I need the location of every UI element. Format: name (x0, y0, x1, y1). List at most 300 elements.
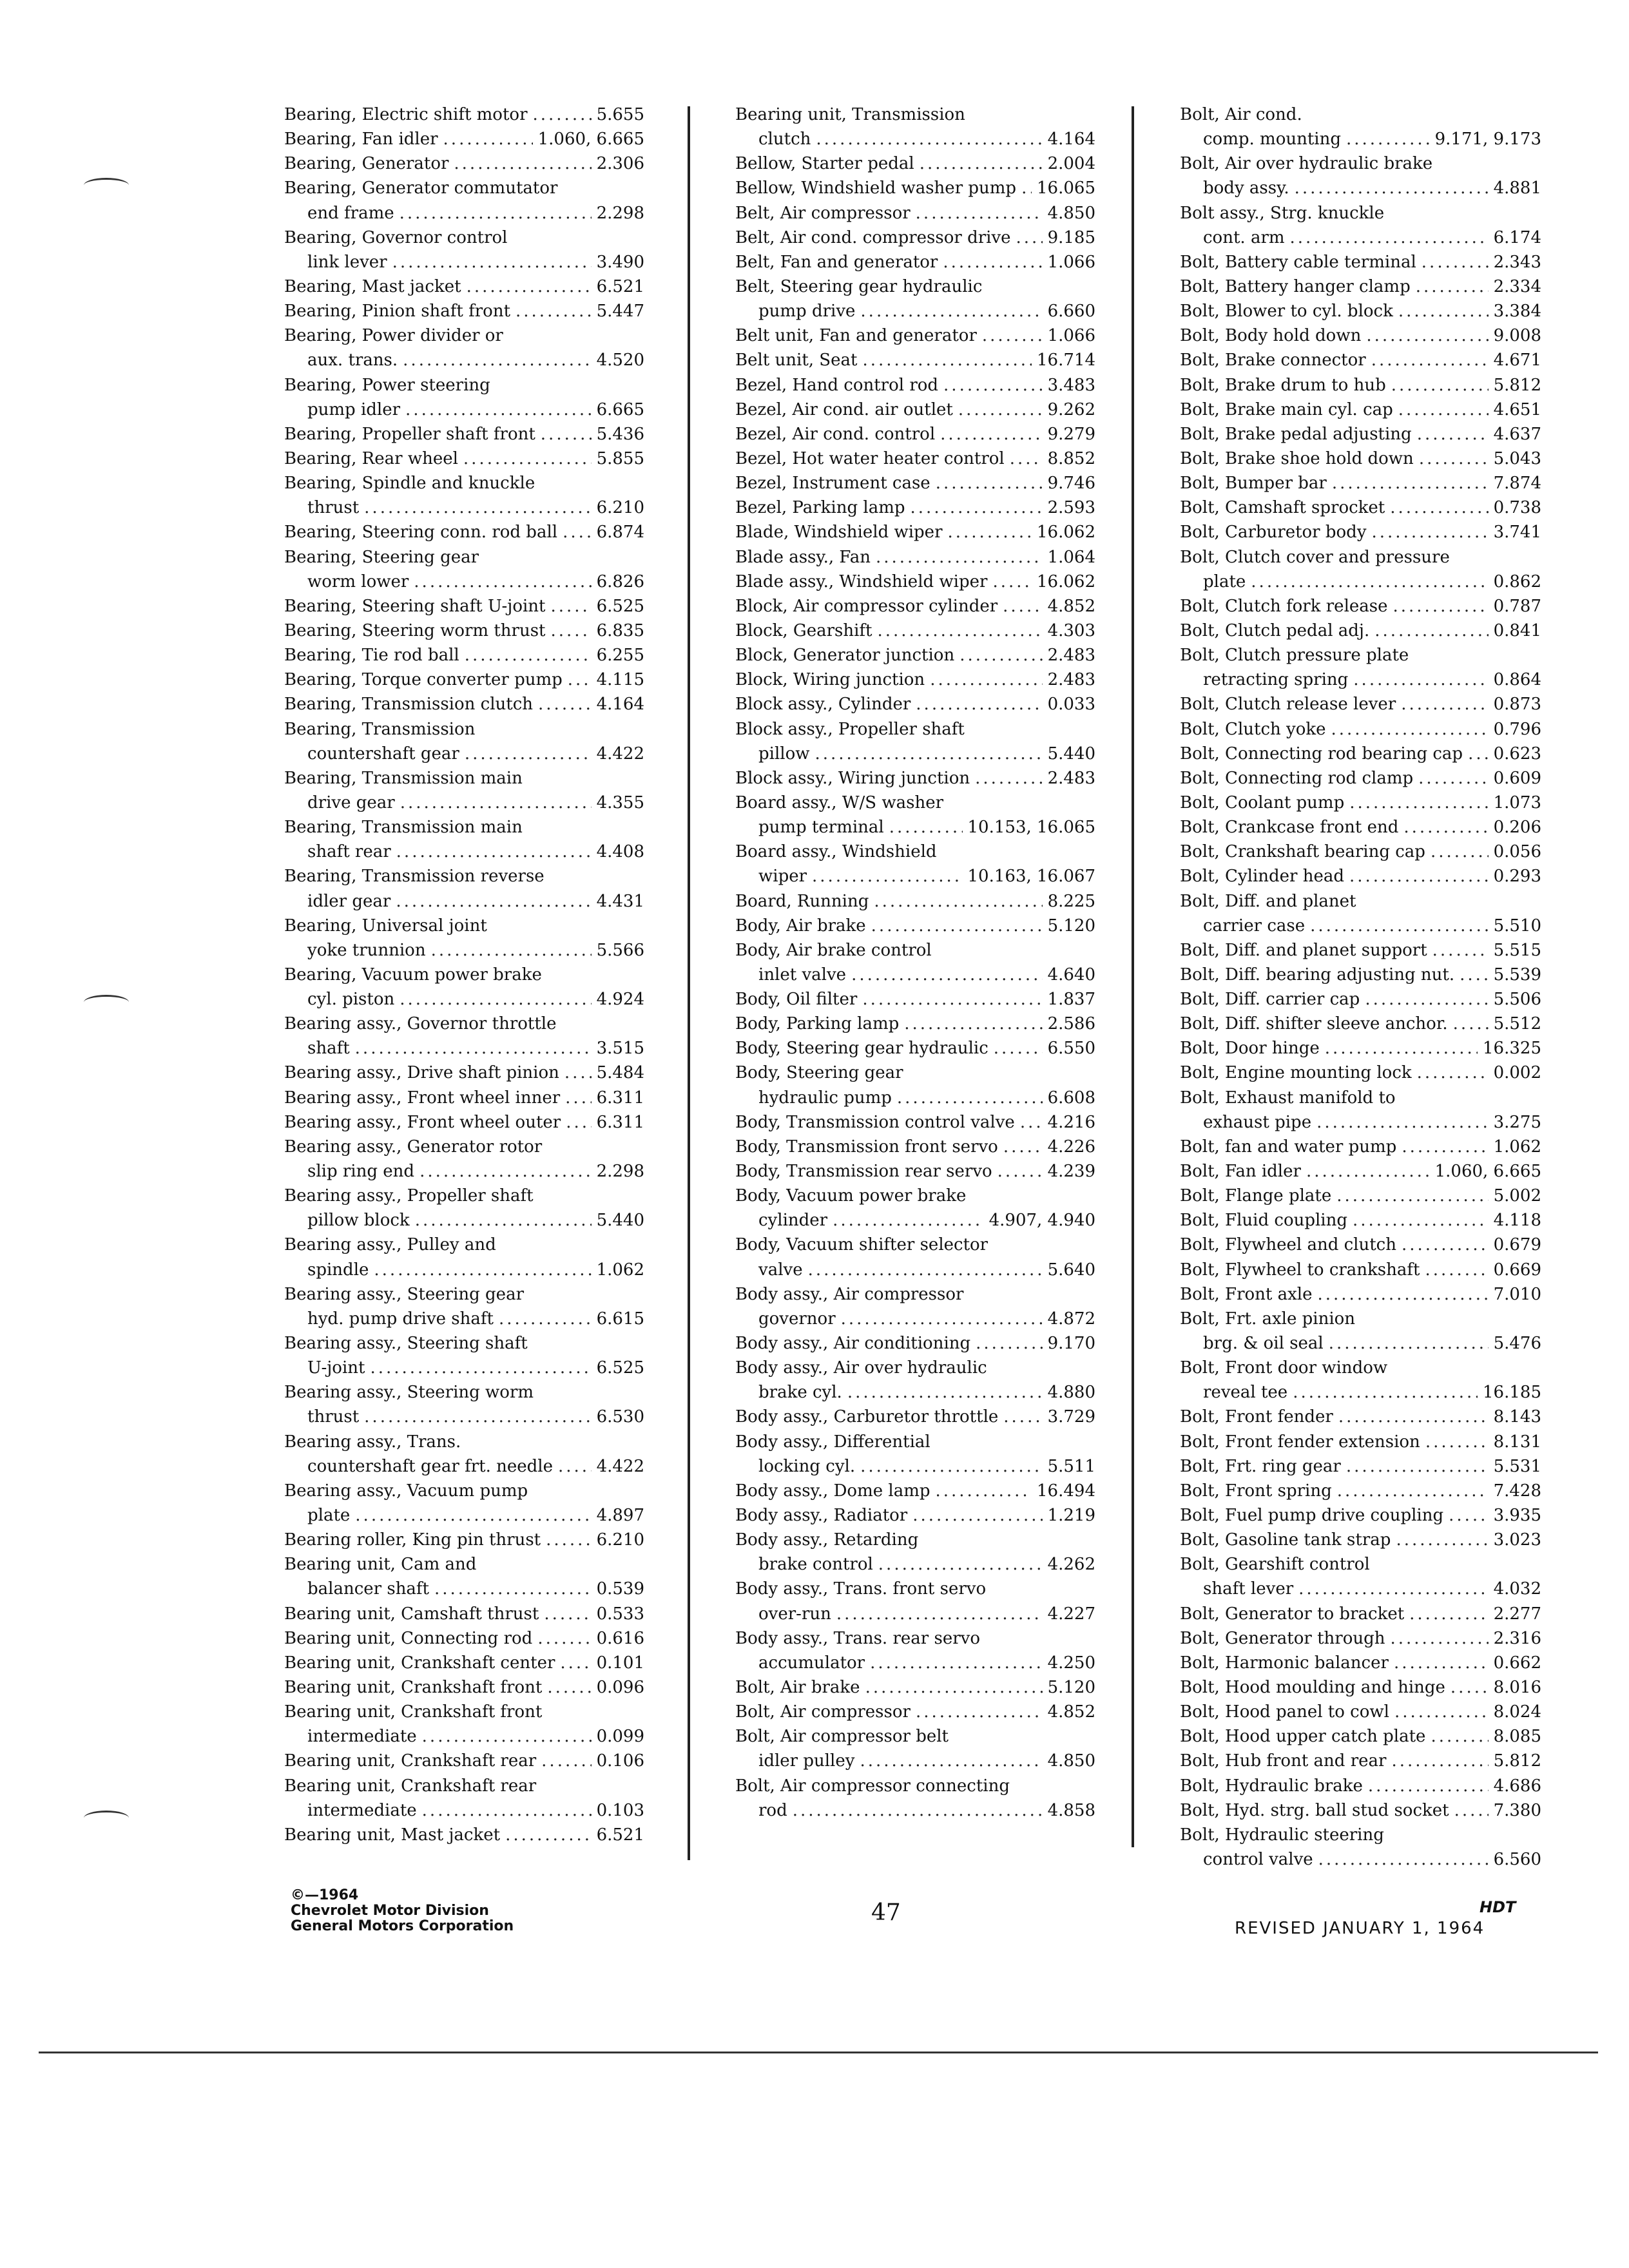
index-entry-line (1180, 938, 1541, 963)
section-reference: 4.227 (1047, 1604, 1095, 1624)
leader-dots (1396, 1528, 1488, 1552)
section-reference: 5.512 (1493, 1014, 1541, 1034)
leader-dots (1453, 1012, 1489, 1036)
index-entry-line (284, 176, 644, 200)
index-entry-continuation (1180, 668, 1541, 692)
leader-dots (1329, 1331, 1489, 1356)
index-entry (735, 471, 1095, 495)
section-reference: 2.004 (1047, 154, 1095, 174)
section-reference: 0.787 (1493, 596, 1541, 616)
leader-dots (566, 1110, 591, 1135)
entry-text: Board assy., Windshield (735, 842, 937, 862)
entry-text: Bolt, Hydraulic brake (1180, 1776, 1363, 1796)
entry-text: Bolt, Engine mounting lock (1180, 1063, 1412, 1083)
leader-dots (1394, 1651, 1489, 1675)
entry-text: Bolt, Air compressor belt (735, 1727, 949, 1747)
section-reference: 0.873 (1493, 695, 1541, 715)
section-reference: 4.872 (1047, 1309, 1095, 1329)
index-entry-line (735, 1430, 1095, 1454)
leader-dots (541, 1749, 591, 1773)
leader-dots (1365, 987, 1488, 1012)
leader-dots (870, 1651, 1042, 1675)
index-entry (284, 471, 644, 520)
index-entry-line (735, 1577, 1095, 1601)
entry-text: Bearing assy., Trans. (284, 1432, 461, 1452)
entry-text: Bolt, Coolant pump (1180, 793, 1345, 812)
index-entry-line (284, 963, 644, 987)
index-entry-line (1180, 1208, 1541, 1233)
index-entry-line (1180, 495, 1541, 520)
leader-dots (1374, 619, 1488, 643)
index-entry-line (284, 226, 644, 250)
index-entry-line (1180, 151, 1541, 176)
entry-text: Bolt, Generator through (1180, 1628, 1385, 1648)
index-entry (284, 323, 644, 372)
section-reference: 7.380 (1493, 1800, 1541, 1820)
section-reference: 5.120 (1047, 916, 1095, 936)
index-entry-continuation (1180, 1380, 1541, 1405)
entry-text: spindle (307, 1260, 369, 1280)
leader-dots (431, 938, 592, 963)
leader-dots (808, 1258, 1043, 1282)
entry-text: plate (1203, 572, 1246, 591)
section-reference: 0.099 (596, 1727, 644, 1747)
index-entry-line (284, 151, 644, 176)
index-entry (1180, 495, 1541, 520)
index-entry-line (735, 323, 1095, 348)
section-reference: 5.043 (1493, 448, 1541, 468)
index-entry (284, 1086, 644, 1110)
leader-dots (392, 250, 592, 274)
index-entry-line (284, 1430, 644, 1454)
entry-text: Bolt, Brake connector (1180, 351, 1366, 370)
section-reference: 5.510 (1493, 916, 1541, 936)
page-bottom-rule (39, 2052, 1598, 2053)
index-entry-line (735, 594, 1095, 619)
entry-text: Bolt, Clutch fork release (1180, 596, 1388, 616)
binder-hole-mark (84, 995, 129, 1010)
leader-dots (454, 151, 591, 176)
index-entry-continuation (284, 987, 644, 1012)
index-entry-continuation (284, 1454, 644, 1479)
entry-text: Bolt, Air compressor (735, 1702, 911, 1722)
index-entry-continuation (735, 1454, 1095, 1479)
entry-text: Belt, Steering gear hydraulic (735, 276, 983, 296)
index-entry-line (284, 102, 644, 127)
entry-text: Bolt, Body hold down (1180, 326, 1362, 346)
section-reference: 1.073 (1493, 793, 1541, 812)
leader-dots (1346, 127, 1430, 151)
index-entry (1180, 201, 1541, 250)
leader-dots (1451, 1675, 1489, 1700)
index-entry-line (284, 422, 644, 447)
index-entry (1180, 1135, 1541, 1159)
index-entry-continuation (735, 1258, 1095, 1282)
index-entry-line (735, 840, 1095, 864)
entry-text: pump idler (307, 399, 401, 419)
index-entry-line (735, 1184, 1095, 1208)
leader-dots (897, 1086, 1043, 1110)
entry-text: Bezel, Hand control rod (735, 375, 939, 395)
entry-text: Body assy., Air over hydraulic (735, 1358, 987, 1378)
entry-text: Bearing assy., Front wheel inner (284, 1088, 561, 1108)
section-reference: 5.440 (596, 1211, 644, 1231)
section-reference: 0.033 (1047, 695, 1095, 715)
index-entry (1180, 1061, 1541, 1085)
entry-text: cylinder (758, 1211, 828, 1231)
section-reference: 6.835 (596, 620, 644, 640)
index-entry (1180, 422, 1541, 447)
index-entry-line (1180, 274, 1541, 299)
section-reference: 3.729 (1047, 1407, 1095, 1427)
entry-text: Bolt, Clutch release lever (1180, 695, 1396, 715)
index-entry (1180, 151, 1541, 200)
index-entry (1180, 323, 1541, 348)
index-entry (1180, 447, 1541, 471)
index-entry (1180, 1405, 1541, 1429)
index-entry-line (1180, 742, 1541, 766)
section-reference: 9.170 (1047, 1334, 1095, 1354)
entry-text: Bearing, Steering worm thrust (284, 620, 546, 640)
leader-dots (1425, 1258, 1488, 1282)
leader-dots (994, 1036, 1043, 1061)
section-reference: 10.153, 16.065 (967, 818, 1095, 838)
entry-text: cont. arm (1203, 227, 1285, 247)
section-reference: 4.303 (1047, 620, 1095, 640)
section-reference: 4.164 (596, 695, 644, 715)
index-entry (284, 1626, 644, 1651)
index-entry-continuation (284, 938, 644, 963)
leader-dots (877, 619, 1042, 643)
index-entry-line (735, 987, 1095, 1012)
entry-text: brake control (758, 1555, 873, 1575)
entry-text: plate (307, 1506, 351, 1526)
entry-text: Bearing unit, Cam and (284, 1555, 477, 1575)
index-entry-line (1180, 323, 1541, 348)
copyright-division: Chevrolet Motor Division (291, 1903, 489, 1919)
leader-dots (940, 422, 1042, 447)
index-entry (1180, 594, 1541, 619)
index-entry (1180, 250, 1541, 274)
entry-text: Bearing, Torque converter pump (284, 670, 563, 690)
section-reference: 4.226 (1047, 1137, 1095, 1157)
section-reference: 5.484 (596, 1063, 644, 1083)
entry-text: Bolt, Harmonic balancer (1180, 1653, 1389, 1673)
section-reference: 0.096 (596, 1678, 644, 1697)
index-entry-line (284, 520, 644, 544)
index-entry (1180, 1675, 1541, 1700)
leader-dots (568, 668, 592, 692)
index-entry-continuation (284, 1503, 644, 1528)
index-entry (284, 643, 644, 668)
section-reference: 0.293 (1493, 867, 1541, 887)
index-entry (1180, 1823, 1541, 1872)
index-entry-line (735, 1700, 1095, 1724)
index-entry (735, 1675, 1095, 1700)
leader-dots (1290, 226, 1489, 250)
section-reference: 4.408 (596, 842, 644, 862)
index-entry (1180, 692, 1541, 716)
leader-dots (422, 1798, 592, 1823)
entry-text: Bolt, Hub front and rear (1180, 1751, 1387, 1771)
entry-text: Bearing assy., Front wheel outer (284, 1112, 561, 1132)
leader-dots (976, 1331, 1042, 1356)
index-entry-line (735, 791, 1095, 815)
entry-text: Bearing, Universal joint (284, 916, 487, 936)
entry-text: Bearing unit, Transmission (735, 105, 965, 124)
index-entry-line (735, 348, 1095, 372)
entry-text: Bolt, Clutch pedal adj. (1180, 620, 1370, 640)
section-reference: 4.907, 4.940 (988, 1211, 1095, 1231)
index-entry-line (735, 1528, 1095, 1552)
section-reference: 1.060, 6.665 (1434, 1162, 1541, 1182)
index-entry (284, 1552, 644, 1601)
entry-text: Bolt, Front fender extension (1180, 1432, 1420, 1452)
entry-text: Body assy., Carburetor throttle (735, 1407, 999, 1427)
leader-dots (544, 1602, 591, 1626)
index-entry-continuation (284, 1405, 644, 1429)
index-entry (284, 815, 644, 864)
index-entry (735, 201, 1095, 226)
leader-dots (465, 742, 592, 766)
index-entry (735, 914, 1095, 938)
index-entry (1180, 864, 1541, 889)
section-reference: 5.511 (1047, 1456, 1095, 1476)
section-reference: 6.311 (596, 1088, 644, 1108)
section-reference: 5.515 (1493, 940, 1541, 960)
index-entry (284, 1110, 644, 1135)
entry-text: Bolt, Clutch pressure plate (1180, 646, 1409, 666)
leader-dots (499, 1307, 592, 1331)
leader-dots (1003, 594, 1042, 619)
index-entry (735, 570, 1095, 594)
index-entry (1180, 1602, 1541, 1626)
index-entry (735, 348, 1095, 372)
entry-text: Bearing, Pinion shaft front (284, 302, 511, 322)
index-entry (735, 520, 1095, 544)
leader-dots (1336, 1184, 1488, 1208)
leader-dots (948, 520, 1032, 544)
entry-text: Blade assy., Fan (735, 547, 871, 567)
entry-text: Belt, Air cond. compressor drive (735, 227, 1011, 247)
entry-text: Block, Wiring junction (735, 670, 925, 690)
section-reference: 5.436 (596, 424, 644, 444)
index-entry-line (284, 815, 644, 840)
entry-text: Bolt, Front door window (1180, 1358, 1388, 1378)
entry-text: Bolt, Brake drum to hub (1180, 375, 1386, 395)
section-reference: 9.171, 9.173 (1434, 130, 1541, 149)
page-number: 47 (871, 1899, 901, 1926)
leader-dots (1419, 447, 1489, 471)
section-reference: 4.686 (1493, 1776, 1541, 1796)
entry-text: Block, Air compressor cylinder (735, 596, 998, 616)
leader-dots (1432, 938, 1489, 963)
leader-dots (878, 1552, 1043, 1577)
entry-text: Bolt, Diff. and planet support (1180, 940, 1427, 960)
section-reference: 0.662 (1493, 1653, 1541, 1673)
index-entry (1180, 1798, 1541, 1823)
index-entry (1180, 398, 1541, 422)
entry-text: cyl. piston (307, 990, 395, 1010)
index-entry (1180, 840, 1541, 864)
section-reference: 1.060, 6.665 (537, 130, 644, 149)
entry-text: Bearing, Generator commutator (284, 178, 558, 198)
entry-text: Block assy., Wiring junction (735, 768, 970, 788)
index-entry-line (1180, 1282, 1541, 1307)
index-entry (284, 373, 644, 422)
entry-text: inlet valve (758, 965, 847, 985)
entry-text: Bellow, Windshield washer pump (735, 178, 1017, 198)
index-entry-line (735, 1356, 1095, 1380)
index-entry-line (284, 1528, 644, 1552)
index-entry (735, 840, 1095, 889)
entry-text: Bearing, Steering shaft U-joint (284, 596, 546, 616)
index-entry-continuation (735, 864, 1095, 889)
leader-dots (841, 1307, 1043, 1331)
leader-dots (547, 1675, 591, 1700)
index-entry (735, 495, 1095, 520)
leader-dots (904, 1012, 1042, 1036)
entry-text: Bolt, Battery hanger clamp (1180, 276, 1411, 296)
section-reference: 16.185 (1483, 1383, 1541, 1403)
index-entry-continuation (735, 742, 1095, 766)
index-entry (735, 1503, 1095, 1528)
index-entry-continuation (284, 1798, 644, 1823)
index-entry-line (284, 1675, 644, 1700)
index-entry-line (735, 766, 1095, 791)
leader-dots (415, 1208, 592, 1233)
leader-dots (419, 1159, 592, 1184)
index-entry-line (284, 594, 644, 619)
leader-dots (1468, 742, 1488, 766)
index-entry-line (1180, 1774, 1541, 1798)
index-entry-line (1180, 840, 1541, 864)
index-entry-line (1180, 1651, 1541, 1675)
section-reference: 4.262 (1047, 1555, 1095, 1575)
leader-dots (1353, 1208, 1489, 1233)
section-reference: 2.343 (1493, 252, 1541, 272)
index-entry-line (284, 323, 644, 348)
leader-dots (1402, 1233, 1489, 1257)
entry-text: slip ring end (307, 1162, 415, 1182)
entry-text: Bearing, Steering conn. rod ball (284, 523, 558, 543)
index-entry (284, 1233, 644, 1282)
leader-dots (374, 1258, 591, 1282)
leader-dots (876, 545, 1043, 570)
section-reference: 0.056 (1493, 842, 1541, 862)
index-entry (1180, 348, 1541, 372)
index-entry (1180, 274, 1541, 299)
index-entry-line (284, 1700, 644, 1724)
entry-text: Board assy., W/S washer (735, 793, 944, 812)
index-entry-line (284, 717, 644, 742)
index-entry-continuation (735, 127, 1095, 151)
index-entry (284, 1184, 644, 1233)
section-reference: 3.384 (1493, 302, 1541, 322)
leader-dots (1402, 1135, 1488, 1159)
index-entry-line (1180, 1061, 1541, 1085)
index-entry (1180, 1282, 1541, 1307)
entry-text: Body assy., Dome lamp (735, 1481, 930, 1501)
section-reference: 4.422 (596, 744, 644, 764)
leader-dots (1295, 176, 1489, 200)
index-entry-line (1180, 1675, 1541, 1700)
index-entry (735, 176, 1095, 200)
entry-text: Bearing assy., Vacuum pump (284, 1481, 528, 1501)
entry-text: Belt unit, Seat (735, 351, 858, 370)
index-entry-line (1180, 545, 1541, 570)
section-reference: 8.016 (1493, 1678, 1541, 1697)
entry-text: Bolt, Front axle (1180, 1284, 1313, 1304)
index-entry (735, 1724, 1095, 1773)
entry-text: over-run (758, 1604, 831, 1624)
index-entry-line (1180, 987, 1541, 1012)
entry-text: Bearing assy., Propeller shaft (284, 1186, 534, 1206)
index-entry (1180, 1159, 1541, 1184)
entry-text: control valve (1203, 1849, 1313, 1869)
entry-text: Bearing unit, Crankshaft front (284, 1678, 543, 1697)
entry-text: Block, Generator junction (735, 646, 955, 666)
index-entry-line (284, 1602, 644, 1626)
entry-text: shaft lever (1203, 1579, 1294, 1599)
section-reference: 6.255 (596, 646, 644, 666)
index-entry (284, 1282, 644, 1331)
index-entry-continuation (1180, 570, 1541, 594)
index-entry (1180, 471, 1541, 495)
leader-dots (1366, 323, 1488, 348)
entry-text: accumulator (758, 1653, 865, 1673)
index-entry (284, 151, 644, 176)
section-reference: 0.796 (1493, 719, 1541, 739)
index-entry (284, 1749, 644, 1773)
leader-dots (959, 643, 1042, 668)
index-entry-line (735, 373, 1095, 398)
section-reference: 3.275 (1493, 1112, 1541, 1132)
entry-text: Body, Oil filter (735, 990, 858, 1010)
binder-hole-mark (84, 1811, 129, 1825)
index-entry-line (735, 570, 1095, 594)
index-entry-line (1180, 1405, 1541, 1429)
leader-dots (1016, 226, 1043, 250)
index-entry-continuation (735, 1380, 1095, 1405)
leader-dots (1390, 1626, 1488, 1651)
index-entry-continuation (1180, 176, 1541, 200)
leader-dots (1416, 274, 1489, 299)
leader-dots (400, 987, 591, 1012)
entry-text: Bolt, Battery cable terminal (1180, 252, 1416, 272)
entry-text: Bellow, Starter pedal (735, 154, 914, 174)
leader-dots (836, 1602, 1043, 1626)
index-entry (284, 1135, 644, 1184)
entry-text: Body assy., Trans. rear servo (735, 1628, 980, 1648)
entry-text: Bolt, Front spring (1180, 1481, 1332, 1501)
section-reference: 3.023 (1493, 1530, 1541, 1550)
entry-text: Bezel, Air cond. air outlet (735, 399, 953, 419)
index-entry-continuation (284, 398, 644, 422)
leader-dots (1338, 1405, 1489, 1429)
entry-text: Bearing roller, King pin thrust (284, 1530, 541, 1550)
index-entry (1180, 1749, 1541, 1773)
section-reference: 2.298 (596, 203, 644, 223)
index-entry (284, 1380, 644, 1429)
leader-dots (1417, 1061, 1489, 1085)
section-reference: 9.746 (1047, 474, 1095, 494)
entry-text: Bolt, Generator to bracket (1180, 1604, 1405, 1624)
leader-dots (400, 791, 592, 815)
entry-text: Belt unit, Fan and generator (735, 326, 977, 346)
section-reference: 4.637 (1493, 424, 1541, 444)
leader-dots (1251, 570, 1488, 594)
